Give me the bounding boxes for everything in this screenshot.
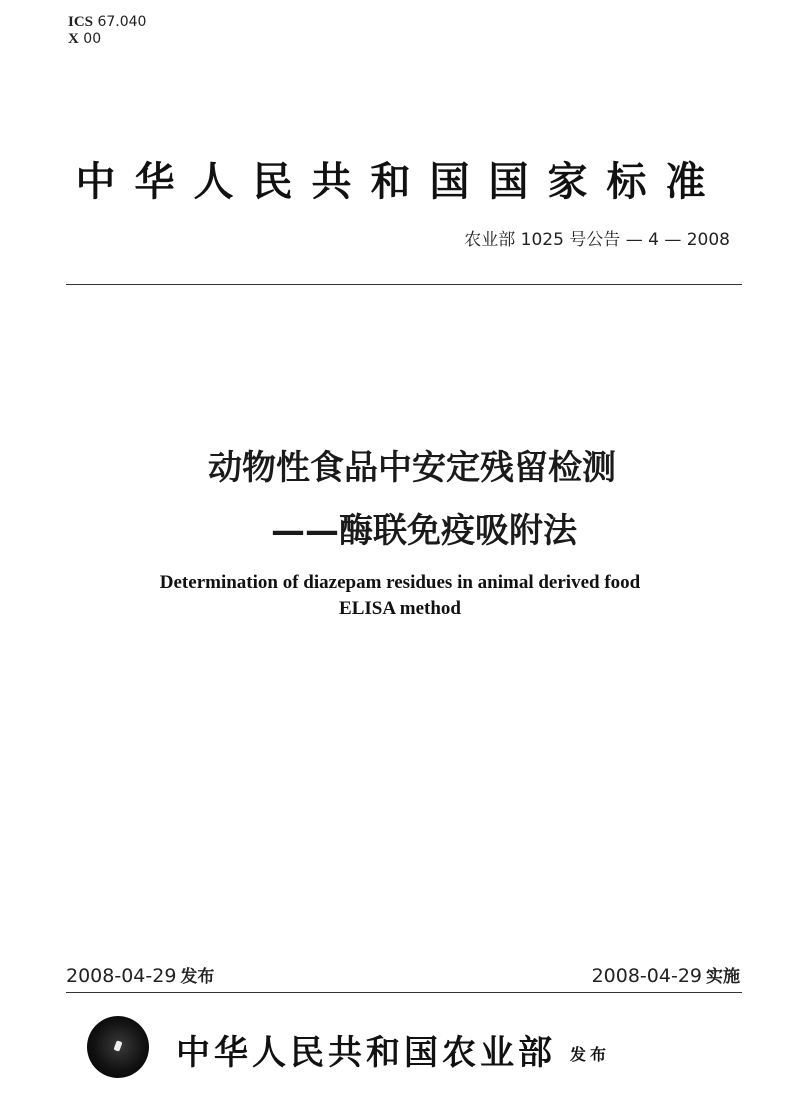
- top-divider: [66, 284, 742, 285]
- effective-label: 实施: [706, 967, 740, 987]
- chinese-title-line1: 动物性食品中安定残留检测: [208, 448, 616, 488]
- ccs-code: 00: [83, 31, 102, 47]
- chinese-title-line2: ——酶联免疫吸附法: [271, 511, 577, 551]
- effective-date-block: [592, 962, 740, 987]
- ics-line: [68, 14, 146, 31]
- english-title-line1: Determination of diazepam residues in animal derived food: [159, 572, 641, 593]
- ics-label: ICS: [68, 14, 94, 30]
- publisher-name: 中华人民共和国农业部: [176, 1033, 556, 1073]
- classification-block: [68, 14, 146, 48]
- english-title-line2: ELISA method: [339, 598, 461, 619]
- ics-code: 67.040: [97, 14, 147, 30]
- release-label: 发布: [180, 967, 215, 987]
- ccs-line: [68, 31, 146, 48]
- standard-title: 中华人民共和国国家标准: [75, 159, 725, 205]
- release-date: 2008-04-29: [66, 965, 177, 987]
- ccs-label: X: [68, 31, 79, 47]
- bottom-divider: [66, 992, 742, 993]
- effective-date: 2008-04-29: [591, 965, 702, 987]
- publish-label: 发布: [570, 1045, 611, 1064]
- release-date-block: [66, 962, 214, 987]
- standard-number: 农业部 1025 号公告 — 4 — 2008: [464, 230, 730, 250]
- ministry-emblem-icon: [87, 1016, 149, 1078]
